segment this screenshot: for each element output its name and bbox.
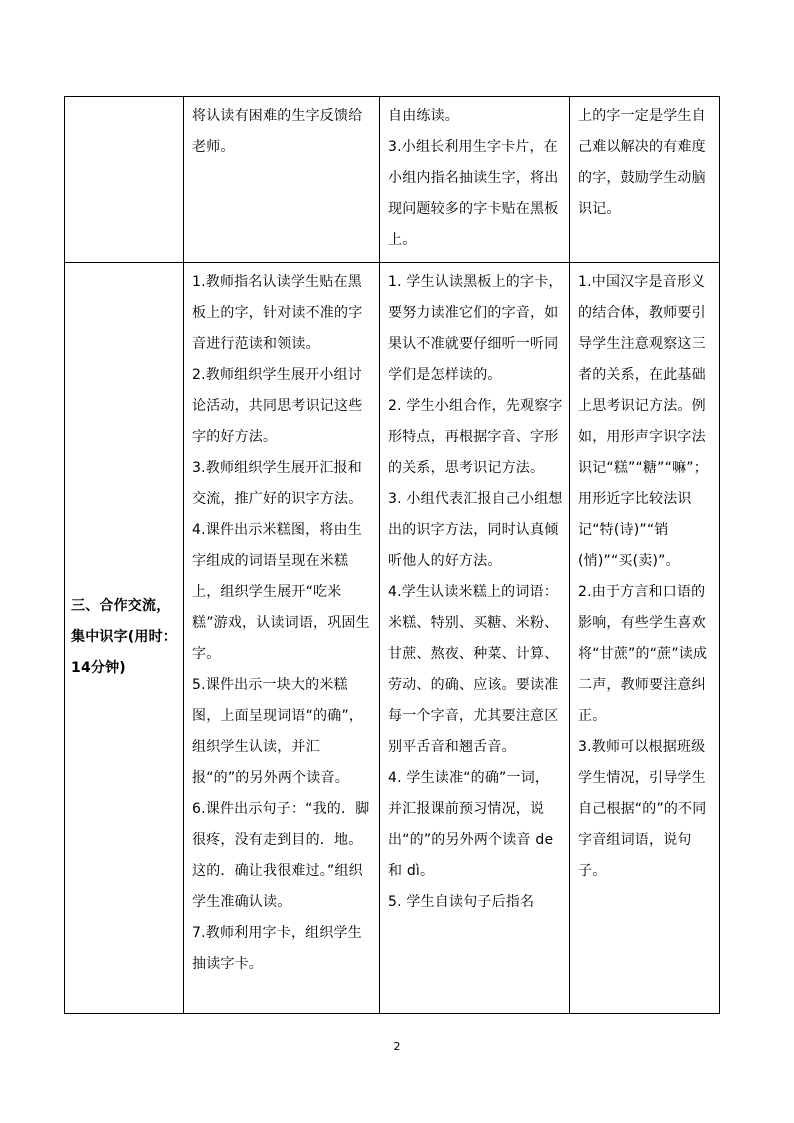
student-activity-item: 4. 学生读准“的确”一词，并汇报课前预习情况，说出“的”的另外两个读音 de 和 dì。 (388, 770, 554, 879)
stage-cell (65, 97, 184, 263)
teacher-activity-cell (184, 97, 380, 263)
design-note-item: 1.中国汉字是音形义的结合体，教师要引导学生注意观察这三者的关系，在此基础上思考识记方法。例如，用形声字识字法识记“糕”“糖”“嘛”；用形近字比较法识记“特(诗)”“销(悄)”“买(卖)”。 (578, 274, 708, 569)
stage-label: 三、合作交流，集中识字(用时：14分钟) (71, 597, 177, 676)
student-activity-item: 1. 学生认读黑板上的字卡，要努力读准它们的字音，如果认不准就要仔细听一听同学们是怎样读的。 (388, 274, 563, 383)
student-activity-item: 4.学生认读米糕上的词语：米糕、特别、买糖、米粉、甘蔗、熬夜、种菜、计算、劳动、的确、应该。要读准每一个字音，尤其要注意区别平舌音和翘舌音。 (388, 584, 559, 755)
teacher-activity-item: 将认读有困难的生字反馈给老师。 (192, 108, 363, 155)
student-activity-item: 自由练读。 (388, 108, 459, 124)
design-note-item: 3.教师可以根据班级学生情况，引导学生自己根据“的”的不同字音组词语，说句子。 (578, 739, 707, 879)
student-activity-cell (380, 263, 570, 1014)
teacher-activity-item: 4.课件出示米糕图，将由生字组成的词语呈现在米糕上，组织学生展开“吃米糕”游戏，认读词语，巩固生字。 (192, 522, 370, 662)
design-note-item: 2.由于方言和口语的影响，有些学生喜欢将“甘蔗”的“蔗”读成二声，教师要注意纠正。 (578, 584, 708, 724)
teacher-activity-cell (184, 263, 380, 1014)
design-note-item: 上的字一定是学生自己难以解决的有难度的字，鼓励学生动脑识记。 (578, 108, 706, 217)
teacher-activity-item: 2.教师组织学生展开小组讨论活动，共同思考识记这些字的好方法。 (192, 367, 363, 445)
teacher-activity-item: 6.课件出示句子：“我的．脚很疼，没有走到目的．地。这的．确让我很难过。”组织学生准确认读。 (192, 801, 370, 910)
page-number: 2 (393, 1040, 401, 1053)
stage-cell (65, 263, 184, 1014)
student-activity-cell (380, 97, 570, 263)
teacher-activity-item: 5.课件出示一块大的米糕图，上面呈现词语“的确”，组织学生认读，并汇报“的”的另外两个读音。 (192, 677, 364, 786)
table-row (65, 263, 720, 1014)
student-activity-item: 5. 学生自读句子后指名 (388, 894, 535, 910)
student-activity-item: 2. 学生小组合作，先观察字形特点，再根据字音、字形的关系，思考识记方法。 (388, 398, 563, 476)
table-row (65, 97, 720, 263)
teacher-activity-item: 1.教师指名认读学生贴在黑板上的字，针对读不准的字音进行范读和领读。 (192, 274, 363, 352)
student-activity-item: 3. 小组代表汇报自己小组想出的识字方法，同时认真倾听他人的好方法。 (388, 491, 563, 569)
design-notes-cell (570, 263, 720, 1014)
design-notes-cell (570, 97, 720, 263)
lesson-plan-table (64, 96, 720, 1014)
teacher-activity-item: 3.教师组织学生展开汇报和交流，推广好的识字方法。 (192, 460, 363, 507)
teacher-activity-item: 7.教师利用字卡，组织学生抽读字卡。 (192, 925, 362, 972)
student-activity-item: 3.小组长利用生字卡片，在小组内指名抽读生字，将出现问题较多的字卡贴在黑板上。 (388, 139, 559, 248)
